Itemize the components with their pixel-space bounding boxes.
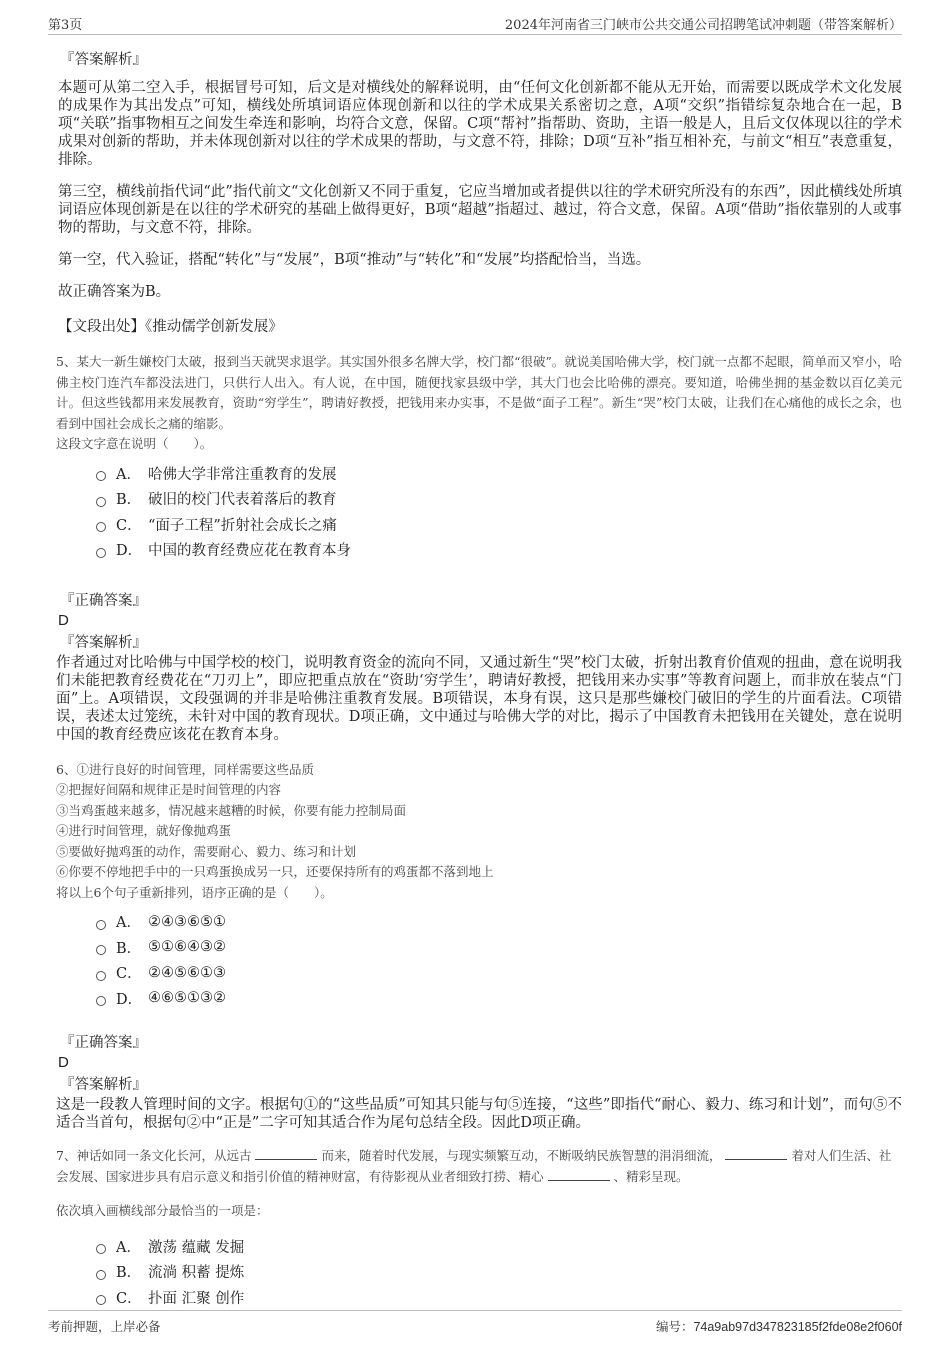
- question-stem: 5、某大一新生嫌校门太破，报到当天就哭求退学。其实国外很多名牌大学，校门都“很破”。就说美国哈佛大学，校门就一点都不起眼，简单而又窄小，哈佛主校门连汽车都没法进门，只供行人出入。有人说，在中国，随便找家县级中学，其大门也会比哈佛的漂亮。要知道，哈佛坐拥的基金数以百亿美元计。但这些钱都用来发展教育，资助“穷学生”，聘请好教授，把钱用来办实事，不是做“面子工程”。新生“哭”校门太破，让我们在心痛他的成长之余，也看到中国社会成长之痛的缩影。: [56, 354, 902, 431]
- option-b[interactable]: [96, 935, 902, 961]
- option-text: ②④⑤⑥①③: [148, 964, 226, 981]
- radio-icon[interactable]: [96, 497, 106, 507]
- sentence-line: ②把握好间隔和规律正是时间管理的内容: [56, 782, 282, 797]
- sentence-line: ⑤要做好抛鸡蛋的动作，需要耐心、毅力、练习和计划: [56, 843, 357, 859]
- option-a[interactable]: [96, 909, 902, 935]
- option-key: D．: [116, 543, 143, 560]
- radio-icon[interactable]: [96, 471, 106, 481]
- answer-label: 『正确答案』: [60, 592, 147, 609]
- radio-icon[interactable]: [96, 945, 106, 955]
- analysis-paragraph: 第三空，横线前指代词“此”指代前文“文化创新又不同于重复，它应当增加或者提供以往的学术研究所没有的东西”，因此横线处所填词语应体现创新是在以往的学术研究的基础上做得更好，B项“超越”指超过、越过，符合文意，保留。A项“借助”指依靠别的人或事物的帮助，与文意不符，排除。: [58, 184, 902, 236]
- answer-value: D: [58, 611, 69, 629]
- answer-value: D: [58, 1054, 69, 1071]
- question-5: [56, 352, 902, 744]
- code-label: 编号：: [655, 1320, 694, 1334]
- analysis-label: 『答案解析』: [60, 1077, 147, 1093]
- stem-text: 、精彩呈现。: [613, 1168, 689, 1184]
- option-c[interactable]: [96, 1285, 902, 1311]
- fill-blank: [255, 1147, 317, 1160]
- analysis-label: 『答案解析』: [60, 634, 147, 651]
- option-key: B．: [116, 1265, 142, 1282]
- fill-blank: [725, 1147, 787, 1160]
- footer-slogan: 考前押题，上岸必备: [48, 1319, 161, 1334]
- option-d[interactable]: [96, 986, 902, 1012]
- sentence-line: ③当鸡蛋越来越多，情况越来越糟的时候，你要有能力控制局面: [56, 802, 407, 818]
- option-b[interactable]: [96, 1259, 902, 1285]
- option-list: [96, 461, 902, 563]
- analysis-paragraph: 故正确答案为B。: [58, 284, 171, 300]
- option-key: D．: [116, 991, 143, 1008]
- fill-blank: [548, 1168, 610, 1181]
- answer-label: 『正确答案』: [60, 1035, 147, 1051]
- document-code: [656, 1317, 902, 1335]
- option-text: ⑤①⑥④③②: [148, 939, 226, 956]
- option-key: C．: [116, 966, 142, 983]
- page-content: [56, 44, 902, 1310]
- analysis-paragraph: 第一空，代入验证，搭配“转化”与“发展”，B项“推动”与“转化”和“发展”均搭配恰当，当选。: [58, 252, 651, 268]
- radio-icon[interactable]: [96, 522, 106, 532]
- option-text: 哈佛大学非常注重教育的发展: [148, 466, 337, 483]
- option-d[interactable]: [96, 537, 902, 563]
- text-source: 【文段出处】《推动儒学创新发展》: [58, 319, 283, 335]
- question-stem: [56, 1146, 902, 1187]
- sentence-line: ④进行时间管理，就好像抛鸡蛋: [56, 823, 232, 838]
- radio-icon[interactable]: [96, 996, 106, 1006]
- stem-text: 7、神话如同一条文化长河，从远古: [56, 1148, 252, 1163]
- option-key: B．: [116, 492, 142, 509]
- option-b[interactable]: [96, 486, 902, 512]
- radio-icon[interactable]: [96, 548, 106, 558]
- analysis-paragraph: 本题可从第二空入手，根据冒号可知，后文是对横线处的解释说明，由“任何文化创新都不能从无开始，而需要以既成学术文化发展的成果作为其出发点”可知，横线处所填词语应体现创新和以往的学术成果关系密切之意，A项“交织”指错综复杂地合在一起，B项“关联”指事物相互之间发生牵连和影响，均符合文意，保留。C项“帮衬”指帮助、资助，主语一般是人，且后文仅体现以往的学术成果对创新的帮助，并未体现创新对以往的学术成果的帮助，与文意不符，排除；D项“互补”指互相补充，与前文“相互”表意重复，排除。: [58, 80, 902, 168]
- question-prompt: 将以上6个句子重新排列，语序正确的是（ ）。: [56, 884, 333, 900]
- radio-icon[interactable]: [96, 920, 106, 930]
- document-title: 2024年河南省三门峡市公共交通公司招聘笔试冲刺题（带答案解析）: [504, 18, 902, 33]
- stem-text: 着对人们生活、社会发展、国家进步具有启示意义和指引价值的精神财富，有待影视从业者细致打捞、精心: [56, 1148, 892, 1184]
- option-text: 流淌 积蓄 提炼: [148, 1265, 245, 1282]
- radio-icon[interactable]: [96, 1270, 106, 1280]
- option-key: C．: [116, 517, 142, 534]
- stem-text: 而来，随着时代发展，与现实频繁互动，不断吸纳民族智慧的涓涓细流，: [321, 1148, 722, 1163]
- page-number: 第3页: [48, 18, 83, 33]
- analysis-text: 作者通过对比哈佛与中国学校的校门，说明教育资金的流向不同，又通过新生“哭”校门太破，折射出教育价值观的扭曲，意在说明我们未能把教育经费花在“刀刃上”，即应把重点放在“资助‘穷学生’，聘请好教授，把钱用来办实事”等教育问题上，而非放在装点“门面”上。A项错误，文段强调的并非是哈佛注重教育发展。B项错误，本身有误，这只是那些嫌校门破旧的学生的片面看法。C项错误，表述太过笼统，未针对中国的教育现状。D项正确，文中通过与哈佛大学的对比，揭示了中国教育未把钱用在关键处，意在说明中国的教育经费应该花在教育本身。: [56, 654, 902, 743]
- option-text: ④⑥⑤①③②: [148, 990, 226, 1007]
- option-list: [96, 909, 902, 1011]
- code-value: 74a9ab97d347823185f2fde08e2f060f: [693, 1320, 902, 1334]
- sentence-line: 6、①进行良好的时间管理，同样需要这些品质: [56, 761, 314, 777]
- page-header: [48, 14, 902, 35]
- question-prompt: 依次填入画横线部分最恰当的一项是：: [56, 1203, 269, 1218]
- option-text: 破旧的校门代表着落后的教育: [148, 492, 337, 509]
- option-text: 激荡 蕴藏 发掘: [148, 1239, 245, 1256]
- page-footer: [48, 1310, 902, 1333]
- analysis-label: 『答案解析』: [60, 52, 147, 68]
- radio-icon[interactable]: [96, 971, 106, 981]
- option-key: A．: [116, 1239, 141, 1256]
- option-key: C．: [116, 1290, 142, 1307]
- option-a[interactable]: [96, 1234, 902, 1260]
- option-text: “面子工程”折射社会成长之痛: [148, 517, 337, 534]
- analysis-text: 这是一段教人管理时间的文字。根据句①的“这些品质”可知其只能与句⑤连接，“这些”即指代“耐心、毅力、练习和计划”，而句⑤不适合当首句，根据句②中“正是”二字可知其适合作为尾句总结全段。因此D项正确。: [56, 1097, 902, 1131]
- option-text: ②④③⑥⑤①: [148, 913, 226, 930]
- question-prompt: 这段文字意在说明（ ）。: [56, 436, 213, 451]
- radio-icon[interactable]: [96, 1295, 106, 1305]
- question-7: [56, 1146, 902, 1310]
- option-c[interactable]: [96, 960, 902, 986]
- option-text: 中国的教育经费应花在教育本身: [148, 543, 351, 560]
- option-key: A．: [116, 466, 141, 483]
- question-6: [56, 760, 902, 1133]
- option-key: B．: [116, 940, 142, 957]
- option-key: A．: [116, 915, 141, 932]
- sentence-line: ⑥你要不停地把手中的一只鸡蛋换成另一只，还要保持所有的鸡蛋都不落到地上: [56, 864, 494, 879]
- option-list: [96, 1234, 902, 1311]
- option-c[interactable]: [96, 512, 902, 538]
- option-a[interactable]: [96, 461, 902, 487]
- q4-analysis: [56, 48, 902, 336]
- radio-icon[interactable]: [96, 1244, 106, 1254]
- option-text: 扑面 汇聚 创作: [148, 1290, 245, 1307]
